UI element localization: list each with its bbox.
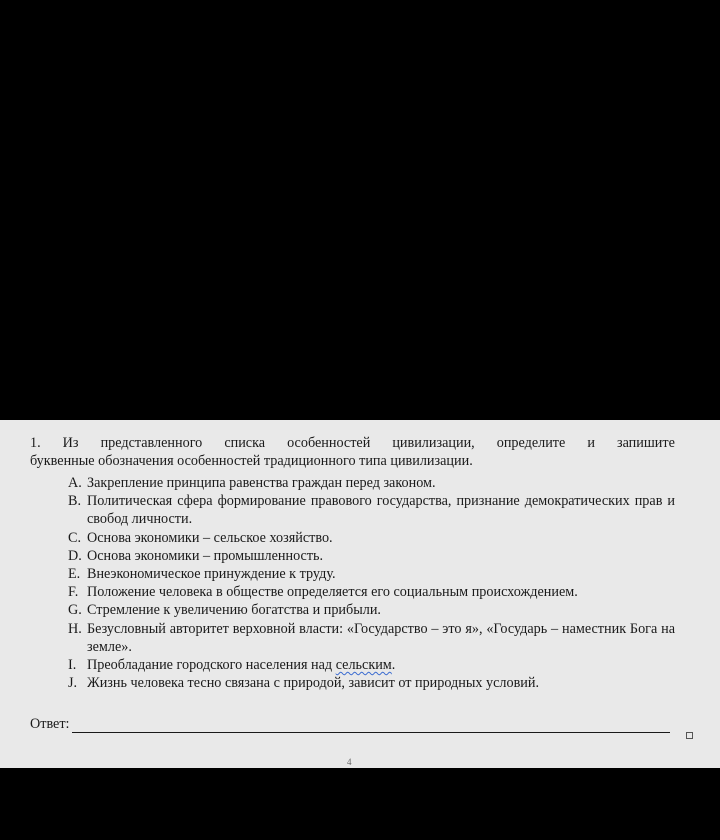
answer-line[interactable] [72,718,670,733]
option-letter: C. [68,529,82,546]
option-a [68,474,675,492]
document-page [0,420,720,768]
black-area-bottom [0,768,720,840]
question-word: 1. [30,435,41,451]
option-text-part: . [391,657,396,674]
question-word: запишите [616,435,675,451]
option-g [68,601,675,619]
question-word: особенностей [287,435,371,451]
answer-row [30,716,670,733]
option-i [68,656,675,674]
option-text-part: Преобладание городского населения над [87,657,336,674]
question-word: цивилизации, [392,435,475,451]
question-word: определите [496,435,566,451]
page-number: 4 [347,757,352,767]
option-letter: E. [68,566,81,583]
options-list [68,474,675,692]
option-b [68,492,675,528]
question-text [30,434,675,470]
option-c [68,529,675,547]
option-letter: D. [68,547,82,564]
spellcheck-underlined-word: сельским [335,657,392,674]
question-word: представленного [100,435,203,451]
option-text: Безусловный авторитет верховной власти: «Государство – это я», «Государь – наместник Бога на земле». [87,620,675,655]
question-word: Из [62,435,79,451]
question-word: и [587,435,595,451]
option-text: Внеэкономическое принуждение к труду. [87,566,336,583]
option-letter: I. [68,657,77,674]
question-line-1 [30,434,675,452]
option-text: Положение человека в обществе определяется его социальным происхождением. [87,584,578,601]
option-text: Стремление к увеличению богатства и прибыли. [87,602,381,619]
option-j [68,674,675,692]
option-text: Основа экономики – промышленность. [87,547,324,564]
option-letter: J. [68,675,78,692]
option-letter: H. [68,620,82,637]
option-text [87,656,675,674]
option-text: Закрепление принципа равенства граждан перед законом. [87,475,436,491]
option-h [68,620,675,656]
option-letter: F. [68,584,79,601]
option-d [68,547,675,565]
question-word: списка [224,435,266,451]
option-f [68,583,675,601]
answer-label: Ответ: [30,716,70,732]
option-letter: G. [68,602,82,619]
paragraph-mark-box [686,732,693,739]
option-letter: B. [68,493,82,510]
option-text: Основа экономики – сельское хозяйство. [87,529,333,546]
option-text: Жизнь человека тесно связана с природой, зависит от природных условий. [87,675,540,692]
option-letter: A. [68,475,82,491]
option-text: Политическая сфера формирование правового государства, признание демократических прав и свобод личности. [87,493,675,528]
option-e [68,565,675,583]
question-line-2: буквенные обозначения особенностей традиционного типа цивилизации. [30,453,473,469]
